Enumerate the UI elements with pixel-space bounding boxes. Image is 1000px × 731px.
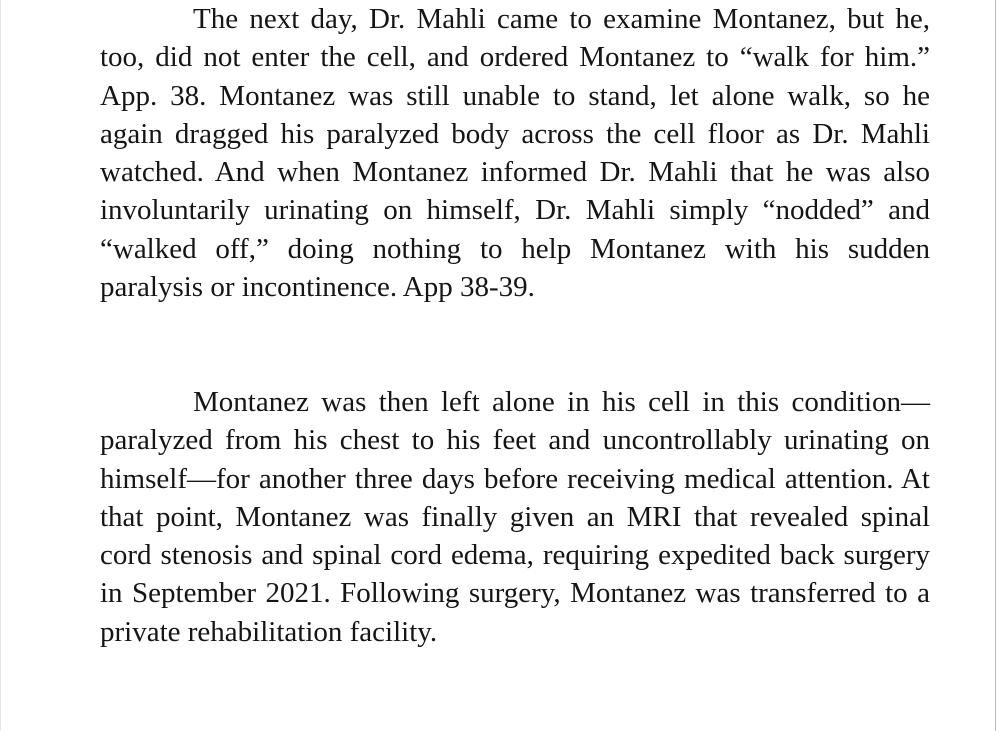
paragraph-left-alone-mri-surgery: Montanez was then left alone in his cell in this condition—paralyzed from his chest to his feet and uncontrollably urinating on himself—for another three days before receiving medical attention. At that point, Montanez was finally given an MRI that revealed spinal cord stenosis and spinal cord edema, requiring expedited back surgery in September 2021. Following surgery, Montanez was transferred to a private rehabilitation facility. xyxy=(100,386,930,648)
page-left-edge xyxy=(0,0,1,731)
page-right-edge xyxy=(995,0,996,731)
paragraph-dr-mahli-examination: The next day, Dr. Mahli came to examine Montanez, but he, too, did not enter the cell, and ordered Montanez to “walk for him.” App. 38. Montanez was still unable to stand, let alone walk, so he again dragged his paralyzed body across the cell floor as Dr. Mahli watched. And when Montanez informed Dr. Mahli that he was also involuntarily urinating on himself, Dr. Mahli simply “nodded” and “walked off,” doing nothing to help Montanez with his sudden paralysis or incontinence. App 38-39. xyxy=(100,3,930,304)
